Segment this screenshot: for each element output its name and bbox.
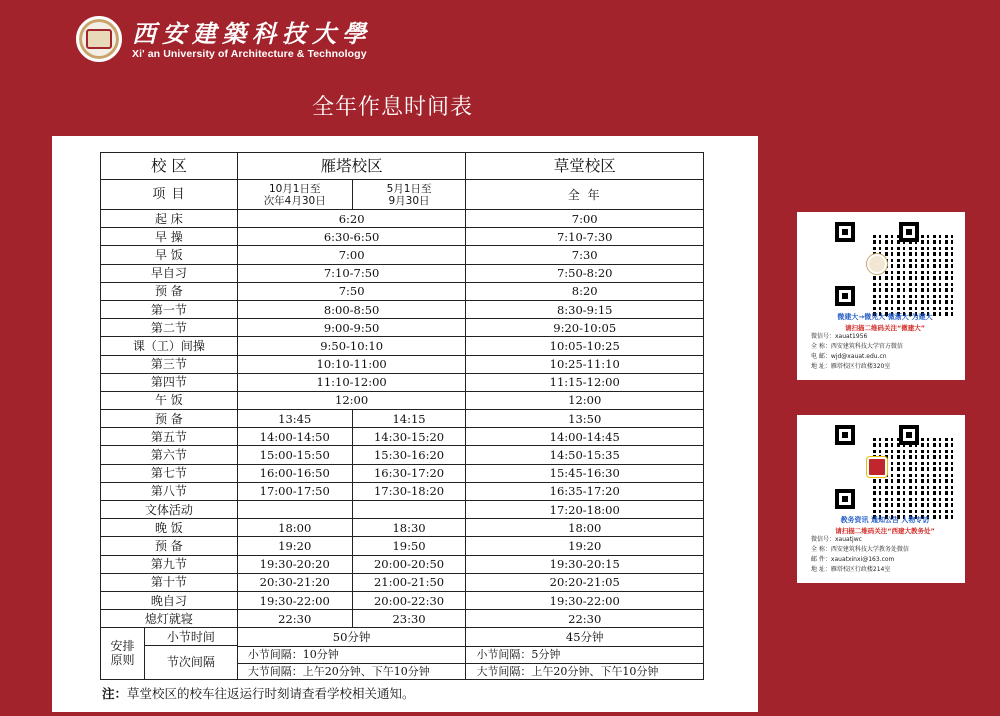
card-headline: 教务资讯 通知公告 人物专访 [840, 516, 930, 524]
yanta-time: 9:00-9:50 [237, 319, 466, 337]
yanta-winter-time: 13:45 [237, 410, 352, 428]
caotang-time: 10:25-11:10 [466, 355, 704, 373]
footnote-prefix: 注： [102, 686, 128, 701]
yanta-time: 11:10-12:00 [237, 373, 466, 391]
schedule-row [101, 482, 704, 500]
card-headline: 微建大→微见大·微渐大·为建大 [837, 313, 933, 321]
caotang-time: 7:10-7:30 [466, 228, 704, 246]
caotang-time: 12:00 [466, 391, 704, 409]
yanta-time: 6:30-6:50 [237, 228, 466, 246]
row-label: 预 备 [101, 537, 238, 555]
yanta-class-time: 50分钟 [237, 628, 466, 646]
yanta-summer-time: 21:00-21:50 [352, 573, 466, 591]
yanta-summer-time: 16:30-17:20 [352, 464, 466, 482]
seal-icon [867, 254, 887, 274]
caotang-time: 13:50 [466, 410, 704, 428]
badge-icon [867, 457, 887, 477]
yanta-time: 7:00 [237, 246, 466, 264]
schedule-row [101, 428, 704, 446]
schedule-row [101, 610, 704, 628]
row-label: 第九节 [101, 555, 238, 573]
row-label: 早自习 [101, 264, 238, 282]
university-seal-icon [76, 16, 122, 62]
schedule-row [101, 264, 704, 282]
row-label: 第七节 [101, 464, 238, 482]
caotang-time: 7:50-8:20 [466, 264, 704, 282]
schedule-row [101, 210, 704, 228]
wechat-card-academic [797, 415, 965, 583]
caotang-time: 7:00 [466, 210, 704, 228]
yanta-winter-time: 16:00-16:50 [237, 464, 352, 482]
period-winter-text: 10月1日至 次年4月30日 [263, 182, 326, 207]
campus-header-label: 校 区 [101, 153, 238, 180]
caotang-time: 15:45-16:30 [466, 464, 704, 482]
row-label: 午 饭 [101, 391, 238, 409]
qr-code-icon [835, 425, 919, 509]
campus-yanta-header: 雁塔校区 [237, 153, 466, 180]
yanta-summer-time: 19:50 [352, 537, 466, 555]
period-allyear-header: 全 年 [466, 180, 704, 210]
row-label: 熄灯就寝 [101, 610, 238, 628]
yanta-winter-time [237, 501, 352, 519]
yanta-summer-time [352, 501, 466, 519]
card-line: 全 称：西安建筑科技大学教务处微信 [811, 546, 909, 553]
row-label: 早 操 [101, 228, 238, 246]
item-header-label: 项 目 [101, 180, 238, 210]
schedule-row [101, 519, 704, 537]
caotang-time: 11:15-12:00 [466, 373, 704, 391]
row-label: 第三节 [101, 355, 238, 373]
card-line: 地 址：雁塔校区行政楼214室 [811, 566, 891, 573]
row-label: 起 床 [101, 210, 238, 228]
yanta-summer-time: 17:30-18:20 [352, 482, 466, 500]
caotang-time: 8:20 [466, 282, 704, 300]
schedule-row [101, 555, 704, 573]
period-summer-text: 5月1日至 9月30日 [386, 182, 432, 207]
row-label: 预 备 [101, 410, 238, 428]
yanta-time: 8:00-8:50 [237, 300, 466, 318]
yanta-winter-time: 18:00 [237, 519, 352, 537]
yanta-winter-time: 20:30-21:20 [237, 573, 352, 591]
yanta-time: 6:20 [237, 210, 466, 228]
schedule-row [101, 355, 704, 373]
schedule-row [101, 501, 704, 519]
yanta-winter-time: 19:30-22:00 [237, 591, 352, 609]
caotang-time: 10:05-10:25 [466, 337, 704, 355]
yanta-time: 7:10-7:50 [237, 264, 466, 282]
period-summer-header [352, 180, 466, 210]
schedule-table [100, 152, 704, 680]
schedule-row [101, 591, 704, 609]
caotang-interval-big: 大节间隔：上午20分钟、下午10分钟 [466, 663, 703, 679]
wechat-card-official [797, 212, 965, 380]
row-label: 第四节 [101, 373, 238, 391]
row-label: 第六节 [101, 446, 238, 464]
yanta-winter-time: 22:30 [237, 610, 352, 628]
row-label: 文体活动 [101, 501, 238, 519]
yanta-summer-time: 15:30-16:20 [352, 446, 466, 464]
principle-row [101, 628, 704, 646]
schedule-row [101, 373, 704, 391]
yanta-time: 7:50 [237, 282, 466, 300]
caotang-time: 19:20 [466, 537, 704, 555]
row-label: 预 备 [101, 282, 238, 300]
schedule-row [101, 464, 704, 482]
schedule-row [101, 300, 704, 318]
yanta-interval [237, 646, 466, 679]
yanta-interval-small: 小节间隔：10分钟 [247, 647, 339, 661]
yanta-time: 10:10-11:00 [237, 355, 466, 373]
caotang-time: 17:20-18:00 [466, 501, 704, 519]
card-line: 微信号：xauat1956 [811, 333, 868, 340]
footnote [102, 684, 415, 702]
yanta-interval-big: 大节间隔：上午20分钟、下午10分钟 [238, 663, 466, 679]
row-label: 第十节 [101, 573, 238, 591]
caotang-time: 19:30-22:00 [466, 591, 704, 609]
card-prompt: 请扫描二维码关注“西建大教务处” [835, 527, 935, 535]
yanta-summer-time: 14:15 [352, 410, 466, 428]
caotang-time: 19:30-20:15 [466, 555, 704, 573]
page-title: 全年作息时间表 [312, 95, 474, 120]
caotang-time: 18:00 [466, 519, 704, 537]
caotang-time: 9:20-10:05 [466, 319, 704, 337]
yanta-winter-time: 19:20 [237, 537, 352, 555]
caotang-time: 14:00-14:45 [466, 428, 704, 446]
row-label: 第二节 [101, 319, 238, 337]
schedule-row [101, 573, 704, 591]
card-line: 邮 件：xauatxinxi@163.com [811, 556, 895, 563]
row-label: 第五节 [101, 428, 238, 446]
caotang-time: 7:30 [466, 246, 704, 264]
schedule-row [101, 337, 704, 355]
card-line: 微信号：xauatjwc [811, 536, 862, 543]
caotang-interval [466, 646, 704, 679]
university-name-en: Xi' an University of Architecture & Technology [132, 47, 367, 60]
schedule-row [101, 246, 704, 264]
yanta-summer-time: 20:00-20:50 [352, 555, 466, 573]
yanta-time: 12:00 [237, 391, 466, 409]
caotang-time: 16:35-17:20 [466, 482, 704, 500]
card-line: 全 称：西安建筑科技大学官方微信 [811, 343, 903, 350]
caotang-time: 14:50-15:35 [466, 446, 704, 464]
schedule-sheet [52, 136, 758, 712]
period-winter-header [237, 180, 352, 210]
footnote-text: 草堂校区的校车往返运行时刻请查看学校相关通知。 [127, 686, 415, 701]
caotang-time: 20:20-21:05 [466, 573, 704, 591]
row-label: 课（工）间操 [101, 337, 238, 355]
principle-label-cell [101, 628, 238, 679]
schedule-row [101, 319, 704, 337]
caotang-interval-small: 小节间隔：5分钟 [476, 647, 561, 661]
row-label: 晚自习 [101, 591, 238, 609]
qr-code-icon [835, 222, 919, 306]
row-label: 第一节 [101, 300, 238, 318]
schedule-row [101, 410, 704, 428]
yanta-summer-time: 14:30-15:20 [352, 428, 466, 446]
university-name-cn: 西安建築科技大學 [132, 18, 372, 48]
yanta-summer-time: 20:00-22:30 [352, 591, 466, 609]
yanta-winter-time: 14:00-14:50 [237, 428, 352, 446]
yanta-summer-time: 18:30 [352, 519, 466, 537]
card-line: 地 址：雁塔校区行政楼320室 [811, 363, 891, 370]
yanta-time: 9:50-10:10 [237, 337, 466, 355]
principle-group-label: 安排 原则 [101, 628, 145, 678]
schedule-row [101, 282, 704, 300]
yanta-summer-time: 23:30 [352, 610, 466, 628]
class-time-label: 小节时间 [145, 628, 237, 646]
university-logo [76, 16, 372, 62]
schedule-row [101, 228, 704, 246]
row-label: 第八节 [101, 482, 238, 500]
yanta-winter-time: 15:00-15:50 [237, 446, 352, 464]
caotang-class-time: 45分钟 [466, 628, 704, 646]
schedule-row [101, 446, 704, 464]
card-prompt: 请扫描二维码关注“微建大” [844, 324, 926, 332]
caotang-time: 22:30 [466, 610, 704, 628]
card-line: 电 邮：wjd@xauat.edu.cn [811, 353, 887, 360]
yanta-winter-time: 17:00-17:50 [237, 482, 352, 500]
schedule-row [101, 537, 704, 555]
campus-caotang-header: 草堂校区 [466, 153, 704, 180]
yanta-winter-time: 19:30-20:20 [237, 555, 352, 573]
interval-label: 节次间隔 [166, 655, 215, 670]
schedule-row [101, 391, 704, 409]
caotang-time: 8:30-9:15 [466, 300, 704, 318]
row-label: 早 饭 [101, 246, 238, 264]
row-label: 晚 饭 [101, 519, 238, 537]
